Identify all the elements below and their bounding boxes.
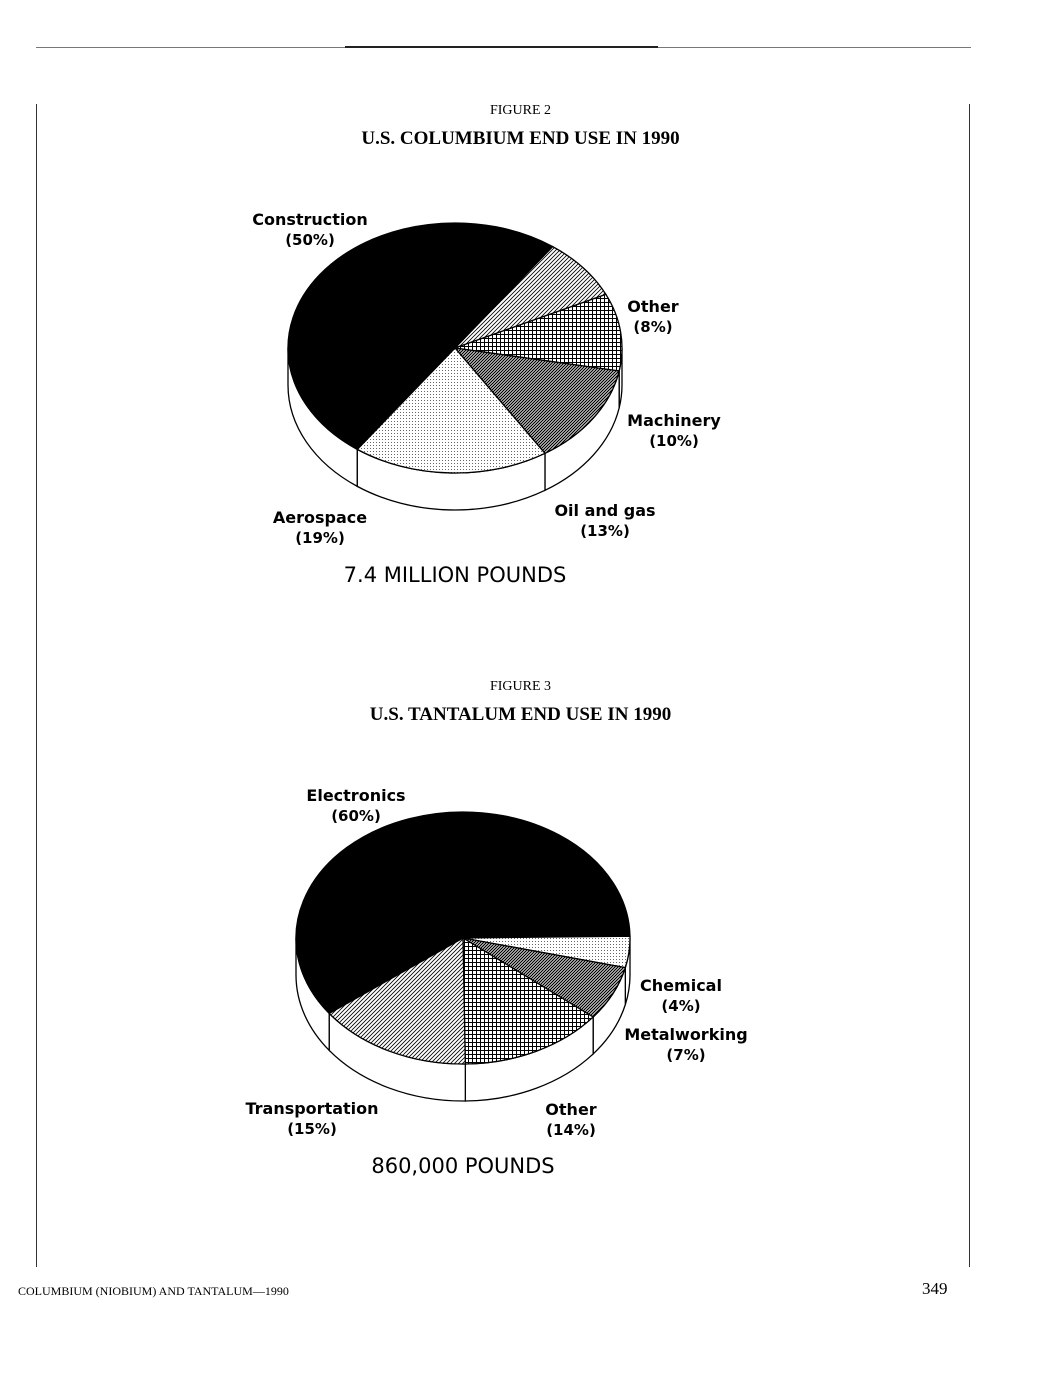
slice-label-oil-and-gas: Oil and gas (554, 501, 656, 520)
slice-pct-chemical: (4%) (661, 997, 701, 1015)
slice-label-other: Other (627, 297, 679, 316)
page-number: 349 (922, 1279, 948, 1298)
tantalum-pie-chart (0, 730, 1041, 1200)
slice-label-electronics: Electronics (306, 786, 406, 805)
slice-label-construction: Construction (252, 210, 368, 229)
slice-pct-metalworking: (7%) (666, 1046, 706, 1064)
slice-pct-aerospace: (19%) (295, 529, 345, 547)
slice-pct-machinery: (10%) (649, 432, 699, 450)
chart-total: 7.4 MILLION POUNDS (343, 563, 567, 587)
chart-total: 860,000 POUNDS (371, 1154, 555, 1178)
figure-2-label: FIGURE 2 (489, 103, 552, 118)
slice-label-chemical: Chemical (640, 976, 722, 995)
slice-label-transportation: Transportation (245, 1099, 379, 1118)
slice-label-metalworking: Metalworking (624, 1025, 748, 1044)
slice-pct-other: (14%) (546, 1121, 596, 1139)
slice-label-machinery: Machinery (627, 411, 721, 430)
footer-title: COLUMBIUM (NIOBIUM) AND TANTALUM—1990 (18, 1284, 289, 1298)
slice-pct-electronics: (60%) (331, 807, 381, 825)
top-rule-heavy (345, 46, 658, 48)
figure-3-title: U.S. TANTALUM END USE IN 1990 (369, 704, 672, 725)
columbium-pie-chart (0, 150, 1041, 600)
slice-label-aerospace: Aerospace (272, 508, 368, 527)
slice-pct-other: (8%) (633, 318, 673, 336)
figure-2-title: U.S. COLUMBIUM END USE IN 1990 (361, 128, 680, 149)
slice-pct-oil-and-gas: (13%) (580, 522, 630, 540)
figure-3-label: FIGURE 3 (489, 679, 552, 694)
slice-pct-transportation: (15%) (287, 1120, 337, 1138)
slice-pct-construction: (50%) (285, 231, 335, 249)
slice-label-other: Other (545, 1100, 597, 1119)
